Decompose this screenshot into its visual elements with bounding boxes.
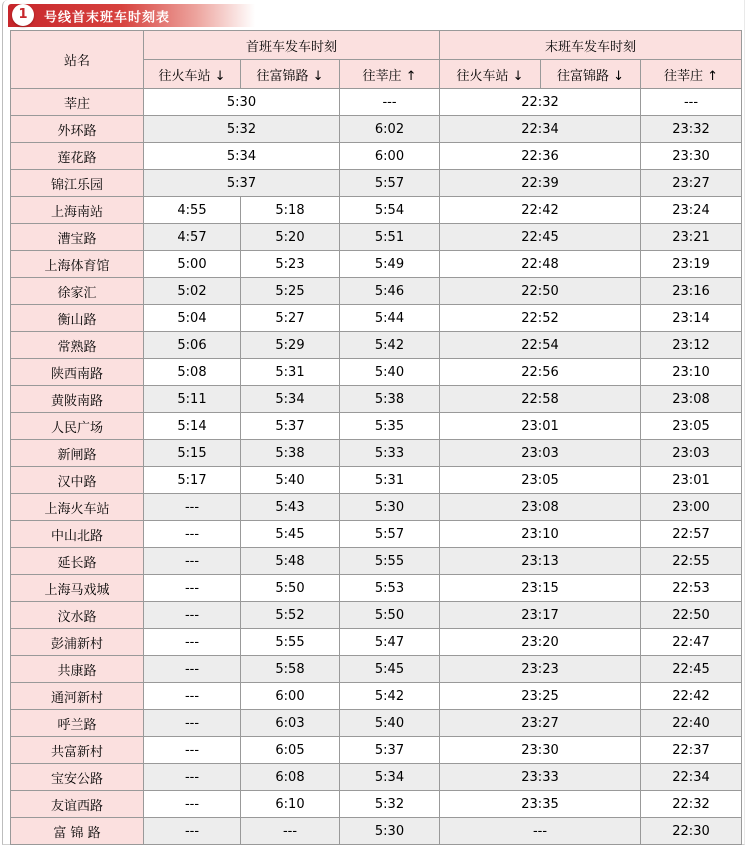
last-train-xinzhuang-cell: 22:50 [641,602,742,629]
last-train-merged-cell: 23:33 [440,764,641,791]
first-train-xinzhuang-cell: 5:34 [340,764,440,791]
first-train-fujin-cell: 5:50 [241,575,340,602]
first-train-xinzhuang-cell: 5:47 [340,629,440,656]
last-train-merged-cell: 22:42 [440,197,641,224]
first-train-railway-cell: --- [144,494,241,521]
station-cell: 衡山路 [11,305,144,332]
last-train-xinzhuang-cell: 23:08 [641,386,742,413]
table-row [11,467,742,494]
last-to-railway-header: 往火车站 ↓ [440,60,541,89]
first-train-railway-cell: 5:02 [144,278,241,305]
first-train-railway-cell: --- [144,683,241,710]
first-train-railway-cell: 5:11 [144,386,241,413]
last-train-merged-cell: 23:01 [440,413,641,440]
timetable-body [11,89,742,845]
first-train-railway-cell: --- [144,575,241,602]
first-train-railway-cell: --- [144,656,241,683]
station-cell: 中山北路 [11,521,144,548]
first-train-fujin-cell: 5:55 [241,629,340,656]
last-train-merged-cell: 22:45 [440,224,641,251]
timetable-header [11,31,742,89]
last-train-merged-cell: 22:50 [440,278,641,305]
first-train-xinzhuang-cell: 5:30 [340,494,440,521]
first-train-fujin-cell: 6:05 [241,737,340,764]
first-to-railway-header: 往火车站 ↓ [144,60,241,89]
first-train-fujin-cell: 5:37 [241,413,340,440]
table-row [11,494,742,521]
first-train-fujin-cell: 5:45 [241,521,340,548]
station-column-header: 站名 [11,31,144,89]
station-cell: 共康路 [11,656,144,683]
table-row [11,575,742,602]
last-train-merged-cell: 22:58 [440,386,641,413]
first-train-fujin-cell: 5:52 [241,602,340,629]
first-train-xinzhuang-cell: 5:40 [340,359,440,386]
first-train-fujin-cell: 5:25 [241,278,340,305]
last-train-xinzhuang-cell: 23:16 [641,278,742,305]
first-to-xinzhuang-header: 往莘庄 ↑ [340,60,440,89]
first-train-railway-cell: --- [144,737,241,764]
first-train-xinzhuang-cell: 5:57 [340,170,440,197]
last-train-merged-cell: 23:27 [440,710,641,737]
first-train-xinzhuang-cell: 5:53 [340,575,440,602]
last-train-merged-cell: 23:30 [440,737,641,764]
station-cell: 友谊西路 [11,791,144,818]
first-train-fujin-cell: 5:58 [241,656,340,683]
last-train-merged-cell: 22:48 [440,251,641,278]
last-train-merged-cell: 22:52 [440,305,641,332]
station-cell: 人民广场 [11,413,144,440]
last-train-xinzhuang-cell: 22:40 [641,710,742,737]
first-train-xinzhuang-cell: 5:51 [340,224,440,251]
last-train-merged-cell: 23:10 [440,521,641,548]
first-train-merged-cell: 5:37 [144,170,340,197]
last-train-xinzhuang-cell: 23:00 [641,494,742,521]
first-train-xinzhuang-cell: 5:46 [340,278,440,305]
first-train-fujin-cell: 5:31 [241,359,340,386]
table-row [11,89,742,116]
first-train-xinzhuang-cell: 5:54 [340,197,440,224]
first-train-railway-cell: --- [144,818,241,845]
first-train-group-header: 首班车发车时刻 [144,31,440,60]
table-row [11,629,742,656]
last-train-xinzhuang-cell: 22:57 [641,521,742,548]
first-train-railway-cell: 4:57 [144,224,241,251]
last-train-xinzhuang-cell: 23:21 [641,224,742,251]
last-train-merged-cell: 22:56 [440,359,641,386]
last-train-xinzhuang-cell: 22:45 [641,656,742,683]
first-train-railway-cell: --- [144,521,241,548]
first-train-xinzhuang-cell: 5:32 [340,791,440,818]
station-cell: 上海火车站 [11,494,144,521]
table-row [11,683,742,710]
table-row [11,251,742,278]
first-train-railway-cell: 5:08 [144,359,241,386]
last-train-xinzhuang-cell: 22:32 [641,791,742,818]
first-train-xinzhuang-cell: 5:38 [340,386,440,413]
last-train-merged-cell: 22:39 [440,170,641,197]
table-row [11,332,742,359]
header-group-row [11,31,742,60]
last-to-fujin-header: 往富锦路 ↓ [541,60,641,89]
table-row [11,521,742,548]
table-row [11,818,742,845]
last-train-xinzhuang-cell: 22:53 [641,575,742,602]
last-train-xinzhuang-cell: 23:24 [641,197,742,224]
last-train-xinzhuang-cell: 23:19 [641,251,742,278]
table-row [11,116,742,143]
first-train-railway-cell: 5:06 [144,332,241,359]
table-row [11,791,742,818]
table-row [11,278,742,305]
table-row [11,197,742,224]
first-train-fujin-cell: 5:23 [241,251,340,278]
first-train-railway-cell: --- [144,791,241,818]
table-row [11,305,742,332]
first-train-fujin-cell: 6:00 [241,683,340,710]
first-train-fujin-cell: 5:29 [241,332,340,359]
table-row [11,413,742,440]
first-train-xinzhuang-cell: 5:42 [340,683,440,710]
table-row [11,602,742,629]
station-cell: 宝安公路 [11,764,144,791]
first-train-merged-cell: 5:34 [144,143,340,170]
station-cell: 延长路 [11,548,144,575]
station-cell: 徐家汇 [11,278,144,305]
first-train-railway-cell: 5:04 [144,305,241,332]
first-train-xinzhuang-cell: 5:37 [340,737,440,764]
first-train-xinzhuang-cell: 5:35 [340,413,440,440]
station-cell: 外环路 [11,116,144,143]
first-train-xinzhuang-cell: 5:57 [340,521,440,548]
first-train-fujin-cell: 5:34 [241,386,340,413]
last-train-merged-cell: 22:34 [440,116,641,143]
station-cell: 富 锦 路 [11,818,144,845]
table-row [11,359,742,386]
last-train-xinzhuang-cell: 22:37 [641,737,742,764]
first-train-railway-cell: 5:15 [144,440,241,467]
table-row [11,548,742,575]
last-train-merged-cell: 23:13 [440,548,641,575]
last-train-xinzhuang-cell: --- [641,89,742,116]
station-cell: 上海体育馆 [11,251,144,278]
last-train-xinzhuang-cell: 23:14 [641,305,742,332]
title-banner [8,4,260,27]
first-train-xinzhuang-cell: 5:49 [340,251,440,278]
first-train-railway-cell: --- [144,629,241,656]
first-train-xinzhuang-cell: 5:50 [340,602,440,629]
last-train-xinzhuang-cell: 23:30 [641,143,742,170]
last-train-xinzhuang-cell: 23:01 [641,467,742,494]
station-cell: 莘庄 [11,89,144,116]
station-cell: 共富新村 [11,737,144,764]
last-train-merged-cell: 23:08 [440,494,641,521]
first-train-fujin-cell: 5:40 [241,467,340,494]
last-to-xinzhuang-header: 往莘庄 ↑ [641,60,742,89]
last-train-xinzhuang-cell: 22:42 [641,683,742,710]
first-train-fujin-cell: 5:48 [241,548,340,575]
last-train-xinzhuang-cell: 23:05 [641,413,742,440]
line-number-badge: 1 [12,4,34,26]
last-train-merged-cell: 23:15 [440,575,641,602]
last-train-xinzhuang-cell: 22:55 [641,548,742,575]
first-train-railway-cell: 5:00 [144,251,241,278]
first-train-xinzhuang-cell: 5:40 [340,710,440,737]
first-to-fujin-header: 往富锦路 ↓ [241,60,340,89]
station-cell: 汉中路 [11,467,144,494]
page-title: 号线首末班车时刻表 [44,10,171,25]
first-train-railway-cell: 5:14 [144,413,241,440]
first-train-railway-cell: --- [144,602,241,629]
last-train-merged-cell: 23:23 [440,656,641,683]
station-cell: 新闸路 [11,440,144,467]
first-train-railway-cell: --- [144,710,241,737]
table-row [11,386,742,413]
first-train-railway-cell: --- [144,548,241,575]
first-train-xinzhuang-cell: 5:44 [340,305,440,332]
last-train-merged-cell: 22:36 [440,143,641,170]
first-train-fujin-cell: 5:18 [241,197,340,224]
first-train-xinzhuang-cell: 5:31 [340,467,440,494]
table-row [11,710,742,737]
table-row [11,143,742,170]
last-train-xinzhuang-cell: 23:32 [641,116,742,143]
station-cell: 陕西南路 [11,359,144,386]
first-train-xinzhuang-cell: 5:42 [340,332,440,359]
last-train-xinzhuang-cell: 23:12 [641,332,742,359]
first-train-fujin-cell: 5:20 [241,224,340,251]
first-train-xinzhuang-cell: 6:02 [340,116,440,143]
table-row [11,224,742,251]
first-train-xinzhuang-cell: 6:00 [340,143,440,170]
station-cell: 莲花路 [11,143,144,170]
first-train-merged-cell: 5:32 [144,116,340,143]
station-cell: 通河新村 [11,683,144,710]
last-train-xinzhuang-cell: 23:27 [641,170,742,197]
first-train-fujin-cell: 5:43 [241,494,340,521]
first-train-xinzhuang-cell: 5:55 [340,548,440,575]
last-train-merged-cell: 23:03 [440,440,641,467]
station-cell: 彭浦新村 [11,629,144,656]
last-train-merged-cell: --- [440,818,641,845]
station-cell: 上海南站 [11,197,144,224]
table-row [11,764,742,791]
table-row [11,170,742,197]
last-train-xinzhuang-cell: 22:34 [641,764,742,791]
first-train-fujin-cell: --- [241,818,340,845]
last-train-group-header: 末班车发车时刻 [440,31,742,60]
last-train-merged-cell: 23:17 [440,602,641,629]
first-train-merged-cell: 5:30 [144,89,340,116]
station-cell: 漕宝路 [11,224,144,251]
first-train-railway-cell: 4:55 [144,197,241,224]
first-train-xinzhuang-cell: 5:45 [340,656,440,683]
station-cell: 常熟路 [11,332,144,359]
station-cell: 黄陂南路 [11,386,144,413]
station-cell: 上海马戏城 [11,575,144,602]
first-train-railway-cell: 5:17 [144,467,241,494]
first-train-railway-cell: --- [144,764,241,791]
last-train-xinzhuang-cell: 23:03 [641,440,742,467]
last-train-merged-cell: 22:32 [440,89,641,116]
last-train-merged-cell: 23:20 [440,629,641,656]
first-train-fujin-cell: 5:27 [241,305,340,332]
station-cell: 汶水路 [11,602,144,629]
last-train-merged-cell: 22:54 [440,332,641,359]
first-train-xinzhuang-cell: --- [340,89,440,116]
last-train-merged-cell: 23:35 [440,791,641,818]
table-row [11,737,742,764]
table-row [11,440,742,467]
first-train-xinzhuang-cell: 5:33 [340,440,440,467]
first-train-xinzhuang-cell: 5:30 [340,818,440,845]
last-train-xinzhuang-cell: 22:30 [641,818,742,845]
first-train-fujin-cell: 6:10 [241,791,340,818]
last-train-merged-cell: 23:05 [440,467,641,494]
table-row [11,656,742,683]
last-train-xinzhuang-cell: 23:10 [641,359,742,386]
first-train-fujin-cell: 6:03 [241,710,340,737]
first-train-fujin-cell: 6:08 [241,764,340,791]
station-cell: 呼兰路 [11,710,144,737]
last-train-merged-cell: 23:25 [440,683,641,710]
timetable [10,30,742,845]
last-train-xinzhuang-cell: 22:47 [641,629,742,656]
station-cell: 锦江乐园 [11,170,144,197]
first-train-fujin-cell: 5:38 [241,440,340,467]
